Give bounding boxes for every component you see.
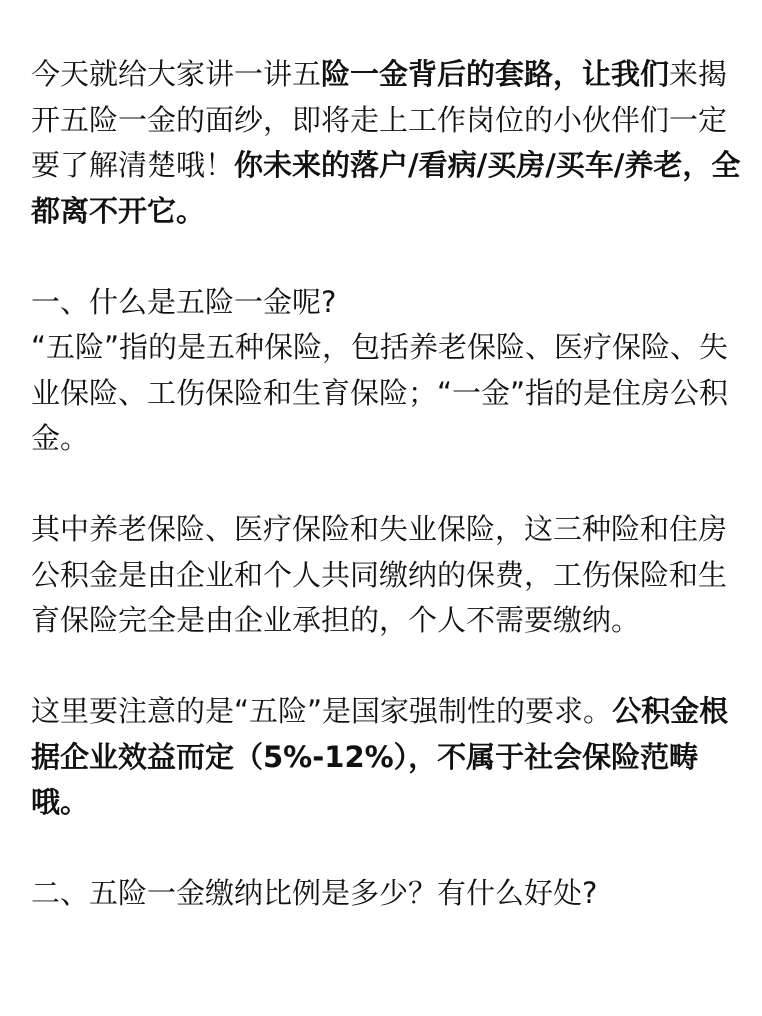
payment-split-text: 其中养老保险、医疗保险和失业保险，这三种险和住房公积金是由企业和个人共同缴纳的保费，工伤保险和生育保险完全是由企业承担的，个人不需要缴纳。 bbox=[31, 512, 728, 637]
intro-paragraph bbox=[31, 52, 741, 234]
section-one-text: “五险”指的是五种保险，包括养老保险、医疗保险、失业保险、工伤保险和生育保险；“一金”指的是住房公积金。 bbox=[31, 330, 729, 455]
note-text: 这里要注意的是“五险”是国家强制性的要求。 bbox=[31, 694, 613, 728]
section-one-heading: 一、什么是五险一金呢? bbox=[31, 284, 337, 319]
section-two-heading bbox=[31, 871, 741, 917]
intro-bold-2: 你未来的落户/看病/买房/买车/养老，全都离不开它。 bbox=[31, 148, 741, 228]
section-one-paragraph bbox=[31, 280, 741, 462]
intro-text-2: 来揭开五险一金的面纱，即将走上工作岗位的小伙伴们一定要了解清楚哦！ bbox=[31, 57, 728, 182]
intro-bold-1: 险一金背后的套路，让我们 bbox=[321, 57, 670, 91]
intro-text-1: 今天就给大家讲一讲五 bbox=[31, 57, 322, 91]
article-body bbox=[31, 52, 741, 962]
payment-split-paragraph bbox=[31, 507, 741, 644]
note-paragraph bbox=[31, 689, 741, 826]
section-two-heading-text: 二、五险一金缴纳比例是多少？有什么好处? bbox=[31, 876, 598, 910]
note-bold-text: 公积金根据企业效益而定（5%-12%），不属于社会保险范畴哦。 bbox=[31, 694, 729, 819]
